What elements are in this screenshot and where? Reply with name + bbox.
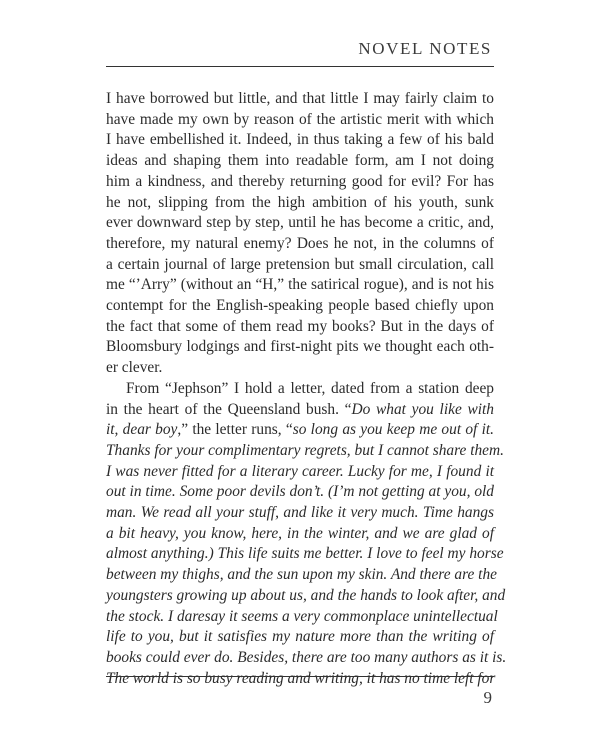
text-line: youngsters growing up about us, and the hands to look after, and: [106, 586, 506, 604]
text-line: I was never fitted for a literary career. Lucky for me, I found it: [106, 462, 494, 480]
text-line: him a kindness, and thereby returning good for evil? For has: [106, 172, 494, 190]
text-line: almost anything.) This life suits me better. I love to feel my horse: [106, 545, 504, 563]
text-line: The world is so busy reading and writing, it has no time left for: [106, 669, 496, 687]
header-rule: [106, 66, 494, 67]
text-line: man. We read all your stuff, and like it very much. Time hangs: [106, 504, 494, 522]
text-line: he not, slipping from the high ambition of his youth, sunk: [106, 193, 494, 211]
text-line: contempt for the English-speaking people based chiefly upon: [106, 297, 494, 315]
text-run: in the heart of the Queensland bush. “: [106, 400, 352, 418]
text-line: life to you, but it satisfies my nature more than the writing of: [106, 628, 494, 646]
text-line: out in time. Some poor devils don’t. (I’m not getting at you, old: [106, 483, 494, 501]
text-line: the stock. I daresay it seems a very commonplace unintellectual: [106, 607, 498, 625]
text-run-italic: it, dear boy: [106, 421, 178, 439]
text-line: er clever.: [106, 359, 163, 377]
text-line: Thanks for your complimentary regrets, but I cannot share them.: [106, 441, 504, 459]
text-line: From “Jephson” I hold a letter, dated from a station deep: [126, 379, 494, 397]
text-body: [106, 89, 507, 689]
text-line: Bloomsbury lodgings and first-night pits we thought each oth-: [106, 338, 494, 356]
text-run-italic: so long as you keep me out of it.: [292, 421, 494, 439]
paragraph-2: [106, 379, 507, 690]
text-line: I have borrowed but little, and that little I may fairly claim to: [106, 90, 494, 107]
text-line: ever downward step by step, until he has become a critic, and,: [106, 214, 494, 232]
text-line: a bit heavy, you know, here, in the winter, and we are glad of: [106, 524, 494, 542]
text-line: the fact that some of them read my books? But in the days of: [106, 317, 494, 335]
text-run: ,” the letter runs, “: [177, 421, 293, 439]
text-line: I have embellished it. Indeed, in thus taking a few of his bald: [106, 131, 494, 149]
text-line: ideas and shaping them into readable form, am I not doing: [106, 152, 494, 170]
page-number: 9: [483, 688, 492, 707]
running-head-title: NOVEL NOTES: [358, 39, 492, 58]
text-line: books could ever do. Besides, there are too many authors as it is.: [106, 648, 507, 666]
text-line-mixed: [106, 420, 494, 441]
text-line: a certain journal of large pretension but small circulation, call: [106, 255, 494, 273]
text-line-mixed: [106, 400, 494, 421]
footer-rule: [106, 676, 494, 677]
paragraph-1: [106, 89, 494, 379]
text-line: have made my own by reason of the artistic merit with which: [106, 110, 494, 128]
text-line: therefore, my natural enemy? Does he not, in the columns of: [106, 234, 494, 252]
text-line: me “’Arry” (without an “H,” the satirical rogue), and is not his: [106, 276, 494, 294]
text-line: between my thighs, and the sun upon my skin. And there are the: [106, 566, 497, 584]
text-run-italic: Do what you like with: [351, 400, 494, 418]
